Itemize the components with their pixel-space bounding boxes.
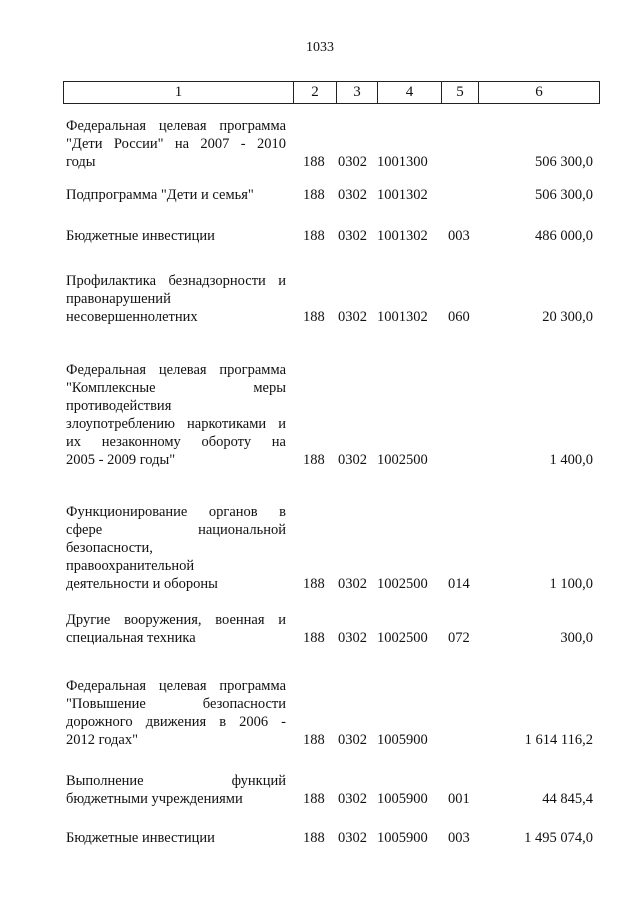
- header-col-1: 1: [64, 82, 294, 103]
- description-line: "Повышение безопасности: [66, 696, 286, 712]
- code-section: 0302: [338, 732, 367, 748]
- header-col-6: 6: [535, 84, 543, 100]
- code-expense-type: 060: [448, 309, 470, 325]
- code-section: 0302: [338, 630, 367, 646]
- code-target: 1001302: [377, 187, 428, 203]
- code-ministry: 188: [303, 791, 325, 807]
- code-ministry: 188: [303, 732, 325, 748]
- header-col-2: 2: [294, 82, 337, 103]
- code-target: 1002500: [377, 630, 428, 646]
- row-description: [66, 503, 286, 593]
- table-row: [66, 361, 600, 469]
- code-section: 0302: [338, 576, 367, 592]
- description-line: несовершеннолетних: [66, 309, 198, 325]
- description-line: Выполнение функций: [66, 773, 286, 789]
- table-row: [66, 117, 600, 171]
- row-description: [66, 772, 286, 808]
- row-description: [66, 611, 286, 647]
- description-line: годы: [66, 154, 96, 170]
- amount: 20 300,0: [542, 309, 593, 325]
- description-line: Функционирование органов в: [66, 504, 286, 520]
- code-section: 0302: [338, 309, 367, 325]
- code-section: 0302: [338, 791, 367, 807]
- description-line: их незаконному обороту на: [66, 434, 286, 450]
- code-target: 1002500: [377, 576, 428, 592]
- description-line: дорожного движения в 2006 -: [66, 714, 286, 730]
- code-expense-type: 001: [448, 791, 470, 807]
- amount: 44 845,4: [542, 791, 593, 807]
- code-ministry: 188: [303, 830, 325, 846]
- header-col-3: 3: [337, 82, 378, 103]
- code-expense-type: 003: [448, 830, 470, 846]
- amount: 506 300,0: [535, 187, 593, 203]
- description-line: безопасности,: [66, 540, 153, 556]
- code-ministry: 188: [303, 630, 325, 646]
- amount: 486 000,0: [535, 228, 593, 244]
- code-target: 1001300: [377, 154, 428, 170]
- amount: 1 614 116,2: [524, 732, 593, 748]
- code-target: 1005900: [377, 791, 428, 807]
- description-line: злоупотреблению наркотиками и: [66, 416, 286, 432]
- amount: 1 400,0: [549, 452, 593, 468]
- code-section: 0302: [338, 228, 367, 244]
- description-line: правоохранительной: [66, 558, 195, 574]
- description-line: бюджетными учреждениями: [66, 791, 243, 807]
- description-line: "Комплексные меры: [66, 380, 286, 396]
- code-expense-type: 014: [448, 576, 470, 592]
- description-line: противодействия: [66, 398, 172, 414]
- table-row: [66, 677, 600, 749]
- description-line: Профилактика безнадзорности и: [66, 273, 286, 289]
- description-line: специальная техника: [66, 630, 196, 646]
- table-row: [66, 272, 600, 326]
- description-line: сфере национальной: [66, 522, 286, 538]
- table-row: [66, 772, 600, 808]
- table-row: [66, 503, 600, 593]
- amount: 506 300,0: [535, 154, 593, 170]
- description-line: Федеральная целевая программа: [66, 118, 286, 134]
- code-ministry: 188: [303, 187, 325, 203]
- row-description: [66, 272, 286, 326]
- description-line: Федеральная целевая программа: [66, 362, 286, 378]
- table-row: [66, 227, 600, 245]
- table-row: [66, 829, 600, 847]
- code-expense-type: 003: [448, 228, 470, 244]
- description-line: 2012 годах": [66, 732, 139, 748]
- description-line: Федеральная целевая программа: [66, 678, 286, 694]
- code-target: 1005900: [377, 732, 428, 748]
- description-line: Подпрограмма "Дети и семья": [66, 187, 254, 203]
- code-ministry: 188: [303, 309, 325, 325]
- amount: 1 495 074,0: [524, 830, 593, 846]
- description-line: правонарушений: [66, 291, 171, 307]
- page-number: 1033: [306, 40, 334, 55]
- amount: 1 100,0: [549, 576, 593, 592]
- code-expense-type: 072: [448, 630, 470, 646]
- code-section: 0302: [338, 452, 367, 468]
- description-line: Бюджетные инвестиции: [66, 830, 215, 846]
- code-section: 0302: [338, 187, 367, 203]
- code-section: 0302: [338, 154, 367, 170]
- code-target: 1005900: [377, 830, 428, 846]
- table-row: [66, 611, 600, 647]
- description-line: Бюджетные инвестиции: [66, 228, 215, 244]
- row-description: [66, 227, 286, 245]
- description-line: 2005 - 2009 годы": [66, 452, 176, 468]
- description-line: Другие вооружения, военная и: [66, 612, 286, 628]
- row-description: [66, 361, 286, 469]
- header-col-4: 4: [378, 82, 442, 103]
- code-ministry: 188: [303, 154, 325, 170]
- code-ministry: 188: [303, 228, 325, 244]
- row-description: [66, 677, 286, 749]
- description-line: "Дети России" на 2007 - 2010: [66, 136, 286, 152]
- row-description: [66, 186, 286, 204]
- code-target: 1001302: [377, 228, 428, 244]
- description-line: деятельности и обороны: [66, 576, 218, 592]
- code-target: 1001302: [377, 309, 428, 325]
- header-col-5: 5: [442, 82, 479, 103]
- code-target: 1002500: [377, 452, 428, 468]
- amount: 300,0: [560, 630, 593, 646]
- row-description: [66, 829, 286, 847]
- code-section: 0302: [338, 830, 367, 846]
- table-row: [66, 186, 600, 204]
- code-ministry: 188: [303, 576, 325, 592]
- table-header: [63, 81, 600, 104]
- code-ministry: 188: [303, 452, 325, 468]
- row-description: [66, 117, 286, 171]
